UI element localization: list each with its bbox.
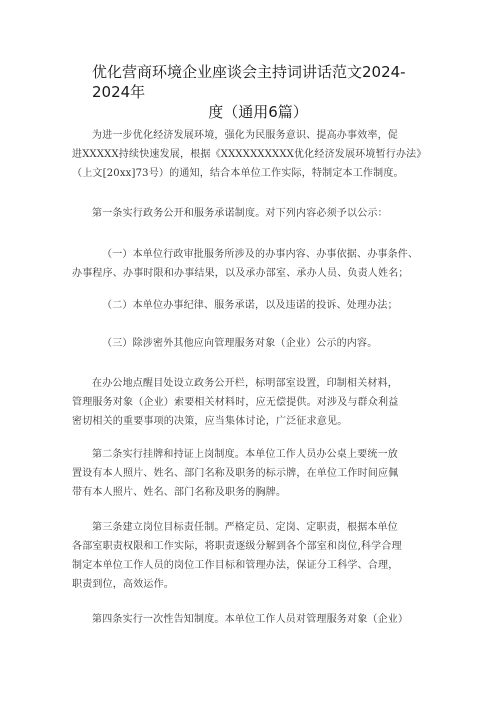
paragraph-article-4 [72,610,434,629]
paragraph-item-3 [72,334,434,353]
paragraph-line: 管理服务对象（企业）索要相关材料时，应无偿提供。对涉及与群众利益 [72,397,399,408]
paragraph-line: 职责到位，高效运作。 [72,579,174,590]
paragraph-line: 带有本人照片、姓名、部门名称及职务的胸牌。 [72,487,287,498]
paragraph-line: （二）本单位办事纪律、服务承诺，以及违诺的投诉、处理办法； [102,300,398,311]
document-title [92,62,432,122]
paragraph-line: （一）本单位行政审批服务所涉及的办事内容、办事依据、办事条件、 [102,249,419,260]
title-line-2: 度（通用6篇） [208,103,308,121]
paragraph-article-3 [72,518,434,594]
paragraph-public-notice [72,374,434,431]
paragraph-intro [72,126,434,183]
paragraph-line: 为进一步优化经济发展环境，强化为民服务意识、提高办事效率，促 [92,130,398,141]
paragraph-line: 第四条实行一次性告知制度。本单位工作人员对管理服务对象（企业） [92,614,409,625]
paragraph-line: 办事程序、办事时限和办事结果，以及承办部室、承办人员、负责人姓名； [72,268,409,279]
paragraph-line: 在办公地点醒目处设立政务公开栏，标明部室设置，印制相关材料， [92,378,398,389]
paragraph-item-1 [72,245,434,283]
paragraph-line: 制定本单位工作人员的岗位工作目标和管理办法，保证分工科学、合理， [72,560,399,571]
paragraph-article-2 [72,445,434,502]
paragraph-line: （上文[20xx]73号）的通知，结合本单位工作实际，特制定本工作制度。 [72,168,404,179]
paragraph-line: 第一条实行政务公开和服务承诺制度。对下列内容必须予以公示： [92,208,388,219]
paragraph-line: 第二条实行挂牌和持证上岗制度。本单位工作人员办公桌上要统一放 [92,449,398,460]
paragraph-item-2 [72,296,434,315]
title-line-1: 优化营商环境企业座谈会主持词讲话范文2024-2024年 [92,63,406,101]
paragraph-line: （三）除涉密外其他应向管理服务对象（企业）公示的内容。 [102,338,378,349]
paragraph-line: 进XXXXX持续快速发展，根据《XXXXXXXXXX优化经济发展环境暂行办法》 [72,149,427,160]
paragraph-article-1 [72,204,434,223]
paragraph-line: 各部室职责权限和工作实际，将职责逐级分解到各个部室和岗位,科学合理 [72,541,402,552]
paragraph-line: 置设有本人照片、姓名、部门名称及职务的标示牌，在单位工作时间应佩 [72,468,399,479]
paragraph-line: 第三条建立岗位目标责任制。严格定员、定岗、定职责，根据本单位 [92,522,398,533]
paragraph-line: 密切相关的重要事项的决策，应当集体讨论，广泛征求意见。 [72,416,348,427]
